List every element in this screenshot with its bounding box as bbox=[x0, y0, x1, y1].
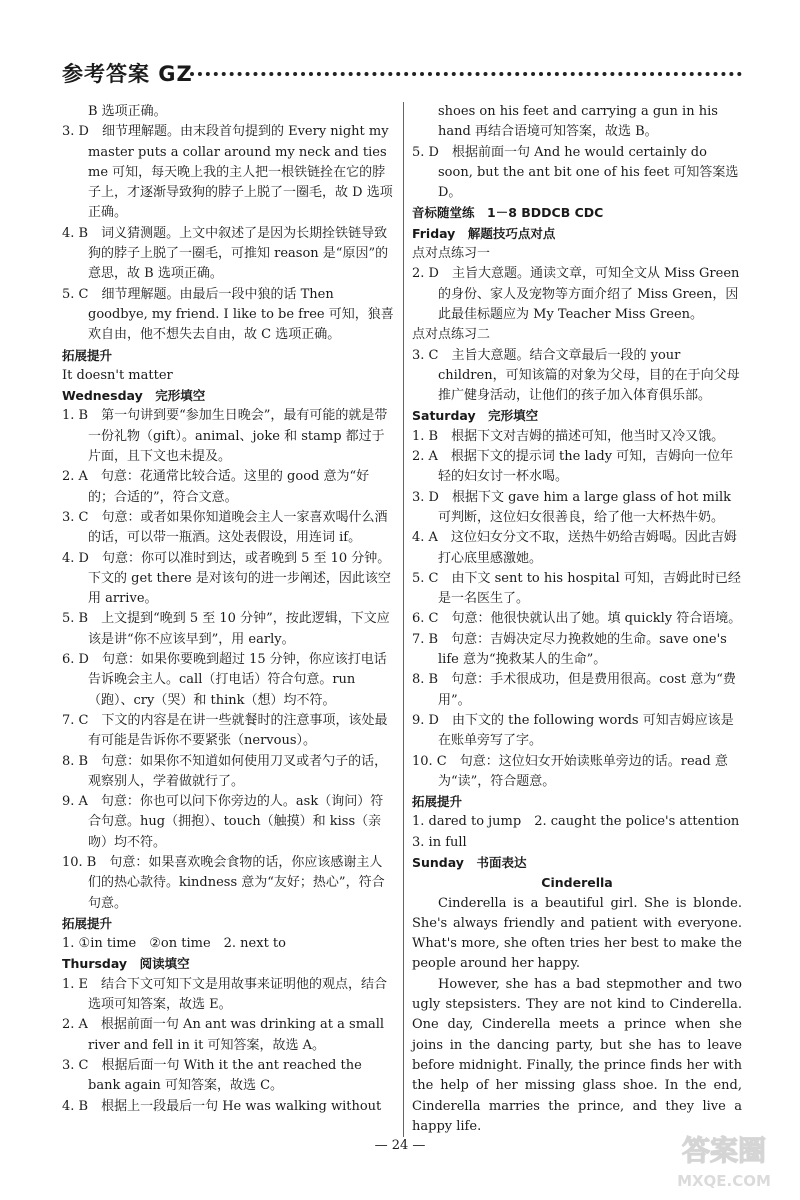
answer-item: 3. D 细节理解题。由末段首句提到的 Every night my master puts a collar around my neck and ties me 可知，每天晚上我的主人把一根铁链拴在它的脖子上，才逐渐导致狗的脖子上脱了一圈毛，故 D 选项正确。 bbox=[62, 124, 393, 221]
answer-item: 9. D 由下文的 the following words 可知吉姆应该是在账单旁写了字。 bbox=[412, 712, 734, 749]
right-column bbox=[412, 102, 742, 1137]
section-heading: Wednesday 完形填空 bbox=[62, 388, 206, 404]
answer-item: 5. D 根据前面一句 And he would certainly do soon, but the ant bit one of his feet 可知答案选 D。 bbox=[412, 144, 739, 201]
text-line: 1. dared to jump 2. caught the police's attention bbox=[412, 814, 740, 830]
section-heading: Thursday 阅读填空 bbox=[62, 956, 190, 972]
answer-item: 6. D 句意：如果你要晚到超过 15 分钟，你应该打电话告诉晚会主人。call（打电话）符合句意。run（跑）、cry（哭）和 think（想）均不符。 bbox=[62, 652, 387, 708]
answer-item: 3. C 主旨大意题。结合文章最后一段的 your children，可知该篇的对象为父母，目的在于向父母推广健身活动，让他们的孩子加入体育俱乐部。 bbox=[412, 347, 740, 404]
answer-item: 10. B 句意：如果喜欢晚会食物的话，你应该感谢主人们的热心款待。kindness 意为“友好；热心”，符合句意。 bbox=[62, 854, 385, 911]
answer-item: 9. A 句意：你也可以问下你旁边的人。ask（询问）符合句意。hug（拥抱）、touch（触摸）和 kiss（亲吻）均不符。 bbox=[62, 794, 384, 850]
section-heading: Sunday 书面表达 bbox=[412, 854, 527, 870]
answer-item: 1. E 结合下文可知下文是用故事来证明他的观点，结合选项可知答案，故选 E。 bbox=[62, 976, 388, 1013]
text-line: 点对点练习二 bbox=[412, 327, 491, 343]
answer-item: 7. C 下文的内容是在讲一些就餐时的注意事项，该处最有可能是告诉你不要紧张（nervous）。 bbox=[62, 712, 388, 749]
page-header-title: 参考答案 GZ bbox=[62, 62, 193, 86]
answer-item: 3. C 根据后面一句 With it the ant reached the bank again 可知答案，故选 C。 bbox=[62, 1057, 362, 1094]
watermark-text-cn: 答案圈 bbox=[681, 1134, 767, 1167]
essay-paragraph: Cinderella is a beautiful girl. She is blonde. She's always friendly and patient with everyone. What's more, she often tries her best to make the people around her happy. bbox=[412, 895, 742, 972]
section-heading: Friday 解题技巧点对点 bbox=[412, 225, 556, 241]
left-column bbox=[62, 102, 394, 1117]
text-line: 1. ①in time ②on time 2. next to bbox=[62, 936, 286, 952]
section-heading: 音标随堂练 1－8 BDDCB CDC bbox=[412, 205, 604, 221]
answer-item: 5. B 上文提到“晚到 5 至 10 分钟”，按此逻辑，下文应该是讲“你不应该早到”，用 early。 bbox=[62, 611, 390, 647]
answer-item: 3. C 句意：或者如果你知道晚会主人一家喜欢喝什么酒的话，可以带一瓶酒。这处表假设，用连词 if。 bbox=[62, 509, 388, 546]
text-line: It doesn't matter bbox=[62, 367, 173, 383]
answer-item: 2. D 主旨大意题。通读文章，可知全文从 Miss Green 的身份、家人及宠物等方面介绍了 Miss Green，因此最佳标题应为 My Teacher Miss Green。 bbox=[412, 266, 740, 322]
answer-item: 4. B 词义猜测题。上文中叙述了是因为长期拴铁链导致狗的脖子上脱了一圈毛，可推知 reason 是“原因”的意思，故 B 选项正确。 bbox=[62, 225, 389, 282]
answer-item: 7. B 句意：吉姆决定尽力挽救她的生命。save one's life 意为“挽救某人的生命”。 bbox=[412, 631, 727, 668]
header-dotted-rule bbox=[190, 72, 742, 76]
answer-continuation: B 选项正确。 bbox=[88, 104, 167, 119]
page-number: — 24 — bbox=[374, 1138, 426, 1153]
text-line: 3. in full bbox=[412, 834, 467, 850]
answer-item: 5. C 细节理解题。由最后一段中狼的话 Then goodbye, my friend. I like to be free 可知，狼喜欢自由，他不想失去自由，故 C 选项正确。 bbox=[62, 286, 394, 343]
answer-item: 4. D 句意：你可以准时到达，或者晚到 5 至 10 分钟。下文的 get there 是对该句的进一步阐述，因此该空用 arrive。 bbox=[62, 550, 391, 607]
answer-item: 2. A 句意：花通常比较合适。这里的 good 意为“好的；合适的”，符合文意。 bbox=[62, 469, 370, 505]
answer-item: 1. B 第一句讲到要“参加生日晚会”，最有可能的就是带一份礼物（gift）。animal、joke 和 stamp 都过于片面，且下文也未提及。 bbox=[62, 408, 388, 465]
answer-continuation: shoes on his feet and carrying a gun in his hand 再结合语境可知答案，故选 B。 bbox=[438, 104, 718, 140]
essay-title: Cinderella bbox=[541, 875, 613, 891]
answer-item: 1. B 根据下文对吉姆的描述可知，他当时又冷又饿。 bbox=[412, 428, 725, 444]
answer-item: 4. B 根据上一段最后一句 He was walking without bbox=[62, 1098, 382, 1114]
answer-item: 8. B 句意：手术很成功，但是费用很高。cost 意为“费用”。 bbox=[412, 672, 736, 708]
answer-item: 2. A 根据前面一句 An ant was drinking at a small river and fell in it 可知答案，故选 A。 bbox=[62, 1017, 385, 1053]
watermark-logo bbox=[660, 1126, 788, 1194]
essay-paragraph: However, she has a bad stepmother and two ugly stepsisters. They are not kind to Cinderella. One day, Cinderella meets a prince when she joins in the dancing party, but she has to leave before midnight. Finally, the prince finds her with the help of her missing glass shoe. In the end, Cinderella marries the prince, and they live a happy life. bbox=[412, 976, 742, 1134]
page-header bbox=[62, 58, 742, 88]
answer-item: 6. C 句意：他很快就认出了她。填 quickly 符合语境。 bbox=[412, 611, 742, 627]
section-heading: 拓展提升 bbox=[62, 347, 113, 363]
column-divider bbox=[403, 102, 404, 1137]
answer-item: 8. B 句意：如果你不知道如何使用刀叉或者勺子的话，观察别人，学着做就行了。 bbox=[62, 753, 388, 789]
watermark-text-url: MXQE.COM bbox=[677, 1172, 771, 1190]
answer-item: 4. A 这位妇女分文不取，送热牛奶给吉姆喝。因此吉姆打心底里感激她。 bbox=[412, 530, 737, 566]
answer-item: 3. D 根据下文 gave him a large glass of hot milk 可判断，这位妇女很善良，给了他一大杯热牛奶。 bbox=[412, 489, 732, 525]
text-line: 点对点练习一 bbox=[412, 246, 491, 262]
section-heading: 拓展提升 bbox=[412, 794, 463, 810]
section-heading: Saturday 完形填空 bbox=[412, 408, 539, 424]
answer-item: 10. C 句意：这位妇女开始读账单旁边的话。read 意为“读”，符合题意。 bbox=[412, 753, 728, 789]
section-heading: 拓展提升 bbox=[62, 915, 113, 931]
answer-item: 2. A 根据下文的提示词 the lady 可知，吉姆向一位年轻的妇女讨一杯水喝。 bbox=[412, 449, 734, 485]
answer-item: 5. C 由下文 sent to his hospital 可知，吉姆此时已经是一名医生了。 bbox=[412, 570, 741, 607]
